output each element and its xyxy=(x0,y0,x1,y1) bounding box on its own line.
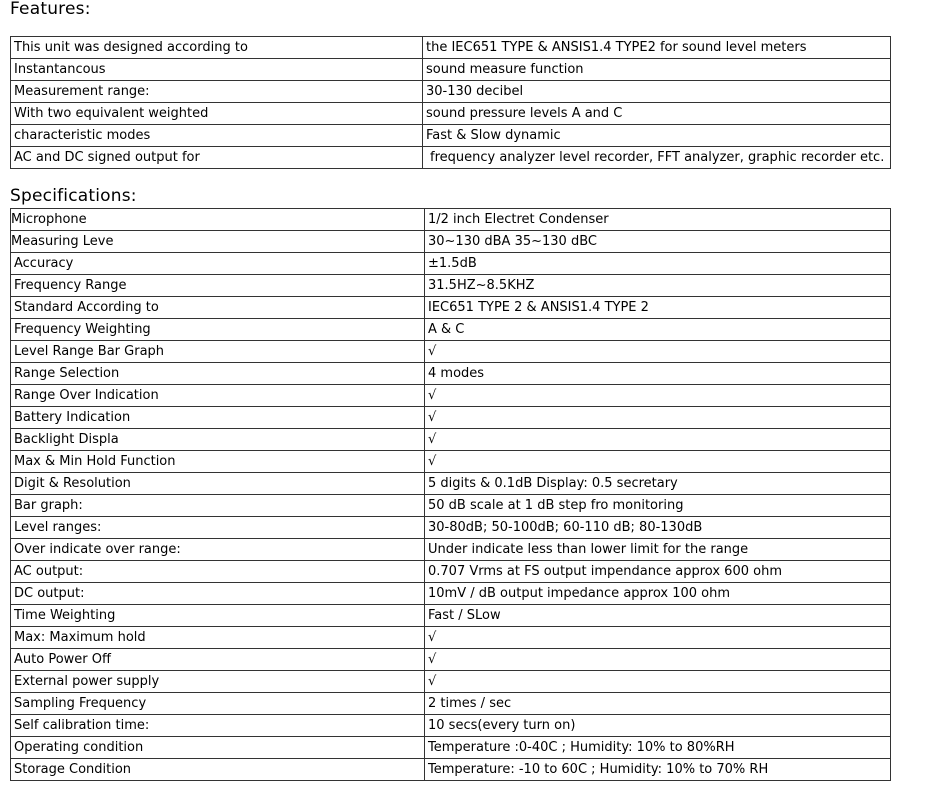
spec-value: Under indicate less than lower limit for the range xyxy=(425,539,891,561)
spec-value: 1/2 inch Electret Condenser xyxy=(425,209,891,231)
spec-row xyxy=(11,671,891,693)
spec-label: Frequency Range xyxy=(11,275,425,297)
feature-row xyxy=(11,147,891,169)
feature-value: sound pressure levels A and C xyxy=(423,103,891,125)
spec-label: Digit & Resolution xyxy=(11,473,425,495)
spec-label: DC output: xyxy=(11,583,425,605)
spec-row xyxy=(11,649,891,671)
spec-value: √ xyxy=(425,627,891,649)
spec-label: Microphone xyxy=(11,209,425,231)
spec-label: Accuracy xyxy=(11,253,425,275)
spec-row xyxy=(11,583,891,605)
spec-value: 2 times / sec xyxy=(425,693,891,715)
spec-value: 0.707 Vrms at FS output impendance approx 600 ohm xyxy=(425,561,891,583)
spec-label: Battery Indication xyxy=(11,407,425,429)
spec-value: ±1.5dB xyxy=(425,253,891,275)
spec-label: Backlight Displa xyxy=(11,429,425,451)
feature-row xyxy=(11,37,891,59)
spec-value: 4 modes xyxy=(425,363,891,385)
spec-value: A & C xyxy=(425,319,891,341)
spec-row xyxy=(11,209,891,231)
spec-row xyxy=(11,693,891,715)
spec-row xyxy=(11,451,891,473)
spec-label: Measuring Leve xyxy=(11,231,425,253)
features-heading: Features: xyxy=(10,0,91,19)
spec-value: √ xyxy=(425,341,891,363)
spec-value: 30-80dB; 50-100dB; 60-110 dB; 80-130dB xyxy=(425,517,891,539)
spec-label: Range Selection xyxy=(11,363,425,385)
spec-row xyxy=(11,231,891,253)
spec-label: Sampling Frequency xyxy=(11,693,425,715)
spec-value: √ xyxy=(425,429,891,451)
feature-label: This unit was designed according to xyxy=(11,37,423,59)
spec-row xyxy=(11,495,891,517)
spec-label: Max & Min Hold Function xyxy=(11,451,425,473)
spec-value: 10 secs(every turn on) xyxy=(425,715,891,737)
spec-row xyxy=(11,759,891,781)
spec-label: Level ranges: xyxy=(11,517,425,539)
spec-value: 31.5HZ~8.5KHZ xyxy=(425,275,891,297)
spec-label: Storage Condition xyxy=(11,759,425,781)
spec-value: Temperature :0-40C ; Humidity: 10% to 80%RH xyxy=(425,737,891,759)
spec-value: 50 dB scale at 1 dB step fro monitoring xyxy=(425,495,891,517)
spec-label: Frequency Weighting xyxy=(11,319,425,341)
specifications-table xyxy=(10,208,891,781)
spec-row xyxy=(11,297,891,319)
spec-label: Max: Maximum hold xyxy=(11,627,425,649)
feature-row xyxy=(11,103,891,125)
spec-label: Bar graph: xyxy=(11,495,425,517)
spec-label: Operating condition xyxy=(11,737,425,759)
spec-value: √ xyxy=(425,407,891,429)
spec-row xyxy=(11,561,891,583)
feature-label: Measurement range: xyxy=(11,81,423,103)
spec-row xyxy=(11,539,891,561)
spec-row xyxy=(11,605,891,627)
spec-row xyxy=(11,473,891,495)
spec-row xyxy=(11,319,891,341)
spec-label: Self calibration time: xyxy=(11,715,425,737)
spec-row xyxy=(11,429,891,451)
spec-row xyxy=(11,627,891,649)
spec-label: External power supply xyxy=(11,671,425,693)
feature-value: Fast & Slow dynamic xyxy=(423,125,891,147)
spec-value: √ xyxy=(425,451,891,473)
feature-row xyxy=(11,125,891,147)
spec-value: 5 digits & 0.1dB Display: 0.5 secretary xyxy=(425,473,891,495)
spec-row xyxy=(11,253,891,275)
spec-value: 10mV / dB output impedance approx 100 ohm xyxy=(425,583,891,605)
spec-value: 30~130 dBA 35~130 dBC xyxy=(425,231,891,253)
spec-row xyxy=(11,715,891,737)
spec-label: Range Over Indication xyxy=(11,385,425,407)
spec-label: Standard According to xyxy=(11,297,425,319)
spec-row xyxy=(11,385,891,407)
feature-label: With two equivalent weighted xyxy=(11,103,423,125)
spec-value: √ xyxy=(425,671,891,693)
spec-row xyxy=(11,407,891,429)
features-table xyxy=(10,36,891,169)
spec-value: Fast / SLow xyxy=(425,605,891,627)
feature-label: Instantancous xyxy=(11,59,423,81)
feature-label: characteristic modes xyxy=(11,125,423,147)
feature-value: sound measure function xyxy=(423,59,891,81)
spec-value: Temperature: -10 to 60C ; Humidity: 10% to 70% RH xyxy=(425,759,891,781)
spec-row xyxy=(11,737,891,759)
spec-value: √ xyxy=(425,385,891,407)
spec-label: AC output: xyxy=(11,561,425,583)
spec-row xyxy=(11,363,891,385)
feature-row xyxy=(11,81,891,103)
spec-label: Time Weighting xyxy=(11,605,425,627)
spec-row xyxy=(11,341,891,363)
spec-value: √ xyxy=(425,649,891,671)
feature-label: AC and DC signed output for xyxy=(11,147,423,169)
spec-row xyxy=(11,275,891,297)
feature-value: frequency analyzer level recorder, FFT analyzer, graphic recorder etc. xyxy=(423,147,891,169)
spec-value: IEC651 TYPE 2 & ANSIS1.4 TYPE 2 xyxy=(425,297,891,319)
feature-row xyxy=(11,59,891,81)
feature-value: 30-130 decibel xyxy=(423,81,891,103)
specifications-heading: Specifications: xyxy=(10,186,137,206)
spec-row xyxy=(11,517,891,539)
spec-label: Auto Power Off xyxy=(11,649,425,671)
feature-value: the IEC651 TYPE & ANSIS1.4 TYPE2 for sound level meters xyxy=(423,37,891,59)
spec-label: Level Range Bar Graph xyxy=(11,341,425,363)
spec-label: Over indicate over range: xyxy=(11,539,425,561)
